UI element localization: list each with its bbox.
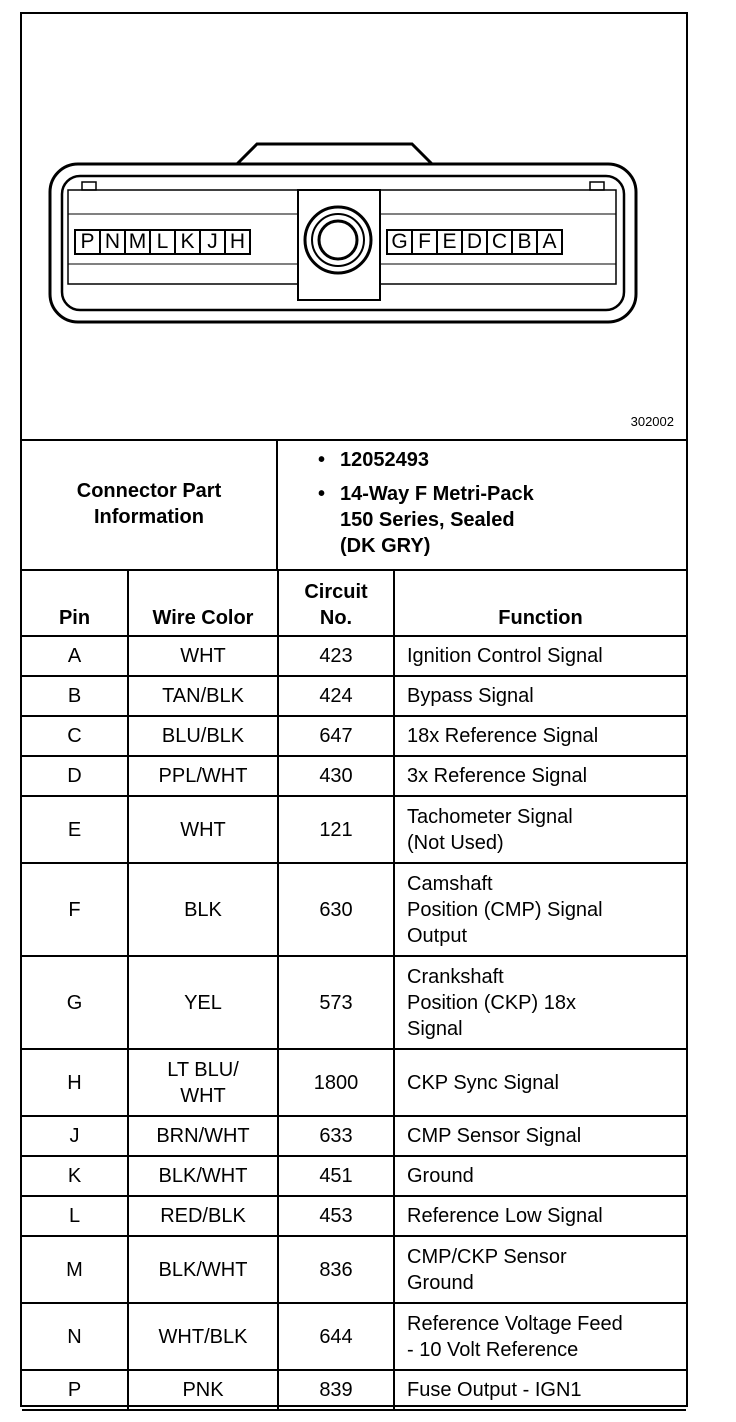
pin-label: E [436, 229, 463, 255]
description-line: 150 Series, Sealed [340, 509, 515, 531]
pin-value: G [66, 991, 83, 1014]
table-row [22, 1303, 686, 1370]
circuit-cell [278, 1236, 394, 1303]
function-line: Tachometer Signal [407, 805, 573, 828]
pin-value: D [67, 765, 82, 787]
description-item [318, 481, 534, 559]
wire-color-line: TAN/BLK [162, 685, 244, 707]
function-cell [394, 1236, 686, 1303]
part-number: 12052493 [340, 449, 429, 471]
pin-table-body [22, 636, 686, 1410]
pin-label: G [386, 229, 413, 255]
pin-value: E [67, 818, 82, 841]
wire-color-cell [128, 1156, 278, 1196]
pin-label: A [536, 229, 563, 255]
circuit-value: 647 [319, 725, 353, 747]
circuit-value: 1800 [313, 1071, 359, 1094]
function-line: Bypass Signal [407, 685, 534, 707]
pin-cell [22, 1049, 128, 1116]
right-pin-labels [386, 229, 561, 257]
wire-color-line: WHT [180, 645, 226, 667]
info-label-line: Information [94, 506, 204, 528]
circuit-cell [278, 1049, 394, 1116]
function-line: - 10 Volt Reference [407, 1338, 579, 1361]
pin-value: P [67, 1379, 82, 1401]
circuit-value: 836 [319, 1258, 353, 1281]
connector-document [20, 12, 688, 1407]
function-line: 3x Reference Signal [407, 765, 588, 787]
wire-color-line: WHT [180, 1084, 226, 1107]
function-line: 18x Reference Signal [407, 725, 599, 747]
connector-info-section [22, 439, 686, 571]
function-line: Crankshaft [407, 965, 504, 988]
function-line: (Not Used) [407, 831, 504, 854]
wire-color-line: PPL/WHT [158, 765, 248, 787]
circuit-cell [278, 676, 394, 716]
pin-label: J [199, 229, 226, 255]
function-line: Ignition Control Signal [407, 645, 603, 667]
pin-cell [22, 676, 128, 716]
pin-label: N [99, 229, 126, 255]
pin-cell [22, 796, 128, 863]
circuit-cell [278, 1116, 394, 1156]
function-cell [394, 716, 686, 756]
figure-number: 302002 [630, 414, 674, 429]
circuit-value: 423 [319, 645, 353, 667]
circuit-value: 453 [319, 1205, 353, 1227]
circuit-cell [278, 1370, 394, 1410]
function-line: CMP Sensor Signal [407, 1125, 582, 1147]
header-pin: Pin [22, 569, 128, 636]
pin-cell [22, 1236, 128, 1303]
pin-cell [22, 956, 128, 1049]
wire-color-line: YEL [184, 991, 222, 1014]
wire-color-cell [128, 1370, 278, 1410]
circuit-value: 424 [319, 685, 353, 707]
pin-table [22, 569, 686, 1411]
function-line: Ground [407, 1165, 474, 1187]
pin-cell [22, 756, 128, 796]
pin-label: F [411, 229, 438, 255]
description-line: • 14-Way F Metri-Pack [340, 483, 534, 505]
pin-label: B [511, 229, 538, 255]
table-row [22, 756, 686, 796]
wire-color-cell [128, 956, 278, 1049]
function-line: Reference Low Signal [407, 1205, 603, 1227]
circuit-value: 451 [319, 1165, 353, 1187]
connector-info-label [22, 439, 278, 569]
circuit-cell [278, 1196, 394, 1236]
wire-color-line: PNK [182, 1379, 224, 1401]
wire-color-cell [128, 756, 278, 796]
circuit-cell [278, 756, 394, 796]
table-row [22, 1156, 686, 1196]
table-row [22, 1049, 686, 1116]
function-cell [394, 1370, 686, 1410]
function-line: Fuse Output - IGN1 [407, 1379, 582, 1401]
pin-label: D [461, 229, 488, 255]
pin-value: H [67, 1071, 82, 1094]
table-row [22, 636, 686, 676]
function-cell [394, 676, 686, 716]
pin-value: J [69, 1125, 80, 1147]
function-line: Signal [407, 1017, 463, 1040]
wire-color-cell [128, 796, 278, 863]
pin-value: B [67, 685, 82, 707]
pin-label: H [224, 229, 251, 255]
circuit-value: 633 [319, 1125, 353, 1147]
part-number-item [318, 447, 534, 473]
circuit-cell [278, 796, 394, 863]
circuit-cell [278, 1303, 394, 1370]
wire-color-line: WHT/BLK [158, 1325, 248, 1348]
pin-cell [22, 1196, 128, 1236]
wire-color-line: RED/BLK [160, 1205, 246, 1227]
description-line: (DK GRY) [340, 535, 431, 557]
pin-label: C [486, 229, 513, 255]
function-cell [394, 636, 686, 676]
function-cell [394, 1196, 686, 1236]
connector-diagram [22, 14, 686, 441]
connector-info-list [318, 447, 534, 567]
circuit-cell [278, 716, 394, 756]
wire-color-line: BLK [184, 898, 222, 921]
function-cell [394, 1303, 686, 1370]
pin-cell [22, 863, 128, 956]
table-row [22, 1116, 686, 1156]
pin-cell [22, 716, 128, 756]
table-row [22, 956, 686, 1049]
function-cell [394, 863, 686, 956]
pin-cell [22, 1370, 128, 1410]
table-row [22, 1196, 686, 1236]
wire-color-cell [128, 1049, 278, 1116]
table-row [22, 1370, 686, 1410]
function-line: CMP/CKP Sensor [407, 1245, 567, 1268]
pin-value: C [67, 725, 82, 747]
header-circuit-line: Circuit [304, 581, 368, 603]
wire-color-line: BLK/WHT [158, 1165, 248, 1187]
connector-face-drawing [22, 14, 686, 439]
function-line: Position (CKP) 18x [407, 991, 576, 1014]
pin-label: L [149, 229, 176, 255]
table-row [22, 863, 686, 956]
left-pin-labels [74, 229, 249, 257]
pin-cell [22, 1116, 128, 1156]
function-cell [394, 796, 686, 863]
wire-color-line: BRN/WHT [156, 1125, 250, 1147]
circuit-value: 644 [319, 1325, 353, 1348]
wire-color-cell [128, 1196, 278, 1236]
wire-color-cell [128, 863, 278, 956]
circuit-value: 839 [319, 1379, 353, 1401]
function-cell [394, 756, 686, 796]
info-label-line: Connector Part [76, 480, 222, 502]
function-line: Output [407, 924, 468, 947]
pin-label: K [174, 229, 201, 255]
function-line: Reference Voltage Feed [407, 1312, 623, 1335]
pin-label: M [124, 229, 151, 255]
pin-cell [22, 1303, 128, 1370]
function-line: Ground [407, 1271, 474, 1294]
wire-color-cell [128, 1116, 278, 1156]
wire-color-line: LT BLU/ [167, 1058, 239, 1081]
header-wire-color: Wire Color [128, 569, 278, 636]
header-circuit-line: No. [319, 607, 353, 629]
pin-value: M [66, 1258, 83, 1281]
circuit-cell [278, 863, 394, 956]
circuit-cell [278, 956, 394, 1049]
circuit-value: 121 [319, 818, 353, 841]
pin-value: K [67, 1165, 82, 1187]
wire-color-line: BLK/WHT [158, 1258, 248, 1281]
circuit-cell [278, 636, 394, 676]
function-line: CKP Sync Signal [407, 1071, 559, 1094]
table-row [22, 1236, 686, 1303]
circuit-value: 573 [319, 991, 353, 1014]
pin-value: L [68, 1205, 81, 1227]
function-line: Position (CMP) Signal [407, 898, 603, 921]
wire-color-line: WHT [180, 818, 226, 841]
circuit-value: 430 [319, 765, 353, 787]
wire-color-line: BLU/BLK [161, 725, 245, 747]
table-header-row [22, 569, 686, 636]
pin-cell [22, 636, 128, 676]
pin-value: A [67, 645, 82, 667]
pin-label: P [74, 229, 101, 255]
wire-color-cell [128, 636, 278, 676]
function-cell [394, 1049, 686, 1116]
function-cell [394, 1156, 686, 1196]
function-cell [394, 956, 686, 1049]
wire-color-cell [128, 1236, 278, 1303]
wire-color-cell [128, 716, 278, 756]
pin-value: F [68, 898, 81, 921]
header-function: Function [394, 569, 686, 636]
table-row [22, 676, 686, 716]
circuit-cell [278, 1156, 394, 1196]
circuit-value: 630 [319, 898, 353, 921]
wire-color-cell [128, 1303, 278, 1370]
pin-cell [22, 1156, 128, 1196]
table-row [22, 716, 686, 756]
function-cell [394, 1116, 686, 1156]
pin-value: N [67, 1325, 82, 1348]
header-circuit [278, 569, 394, 636]
function-line: Camshaft [407, 872, 493, 895]
table-row [22, 796, 686, 863]
wire-color-cell [128, 676, 278, 716]
